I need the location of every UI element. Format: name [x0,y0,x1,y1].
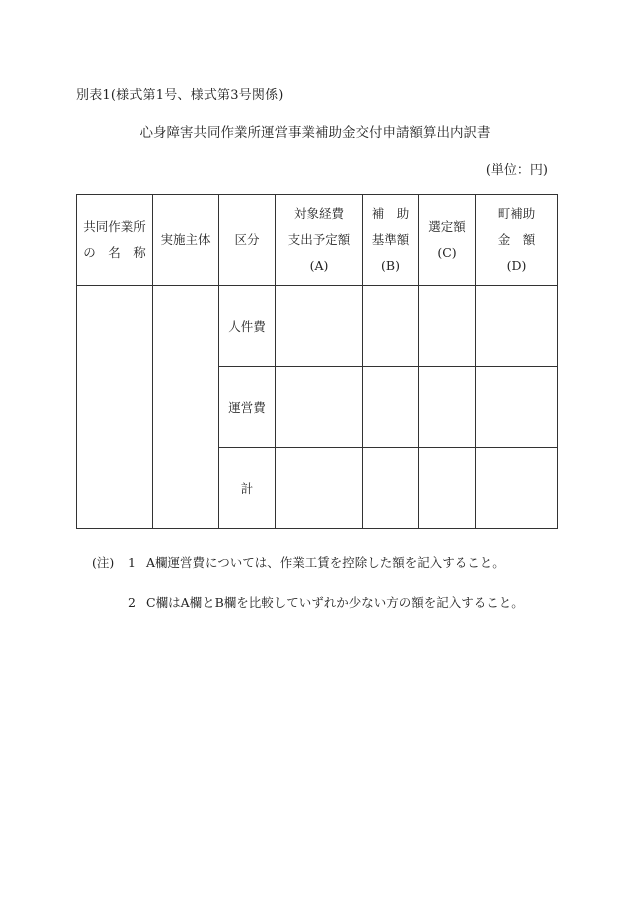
header-town-subsidy: 町補助 金 額 (D) [476,195,558,286]
note-item [92,543,524,583]
table-row [77,286,558,367]
amount-b-cell[interactable] [363,286,419,367]
document-caption: 別表1(様式第1号、様式第3号関係) [76,88,284,103]
note-text: A欄運営費については、作業工賃を控除した額を記入すること。 [146,555,505,570]
implementing-body-cell[interactable] [153,286,219,529]
amount-b-cell[interactable] [363,448,419,529]
document-title: 心身障害共同作業所運営事業補助金交付申請額算出内訳書 [139,125,491,141]
header-planned-expense: 対象経費 支出予定額 (A) [276,195,363,286]
category-cell: 運営費 [219,367,276,448]
category-cell: 計 [219,448,276,529]
header-subsidy-base: 補 助 基準額 (B) [363,195,419,286]
amount-a-cell[interactable] [276,286,363,367]
note-text: C欄はA欄とB欄を比較していずれか少ない方の額を記入すること。 [146,595,524,610]
breakdown-table [76,194,558,529]
amount-d-cell[interactable] [476,448,558,529]
note-prefix: (注) [92,555,115,570]
header-implementing-body: 実施主体 [153,195,219,286]
amount-b-cell[interactable] [363,367,419,448]
amount-d-cell[interactable] [476,367,558,448]
category-cell: 人件費 [219,286,276,367]
header-facility-name: 共同作業所 の 名 称 [77,195,153,286]
unit-label: (単位：円) [485,163,548,178]
amount-d-cell[interactable] [476,286,558,367]
header-category: 区分 [219,195,276,286]
note-number: 1 [128,555,136,570]
header-selected-amount: 選定額 (C) [419,195,476,286]
amount-c-cell[interactable] [419,367,476,448]
amount-a-cell[interactable] [276,448,363,529]
table-header-row [77,195,558,286]
amount-c-cell[interactable] [419,448,476,529]
facility-name-cell[interactable] [77,286,153,529]
note-item [92,583,524,623]
amount-a-cell[interactable] [276,367,363,448]
notes-section [92,543,524,623]
amount-c-cell[interactable] [419,286,476,367]
note-number: 2 [128,595,136,610]
